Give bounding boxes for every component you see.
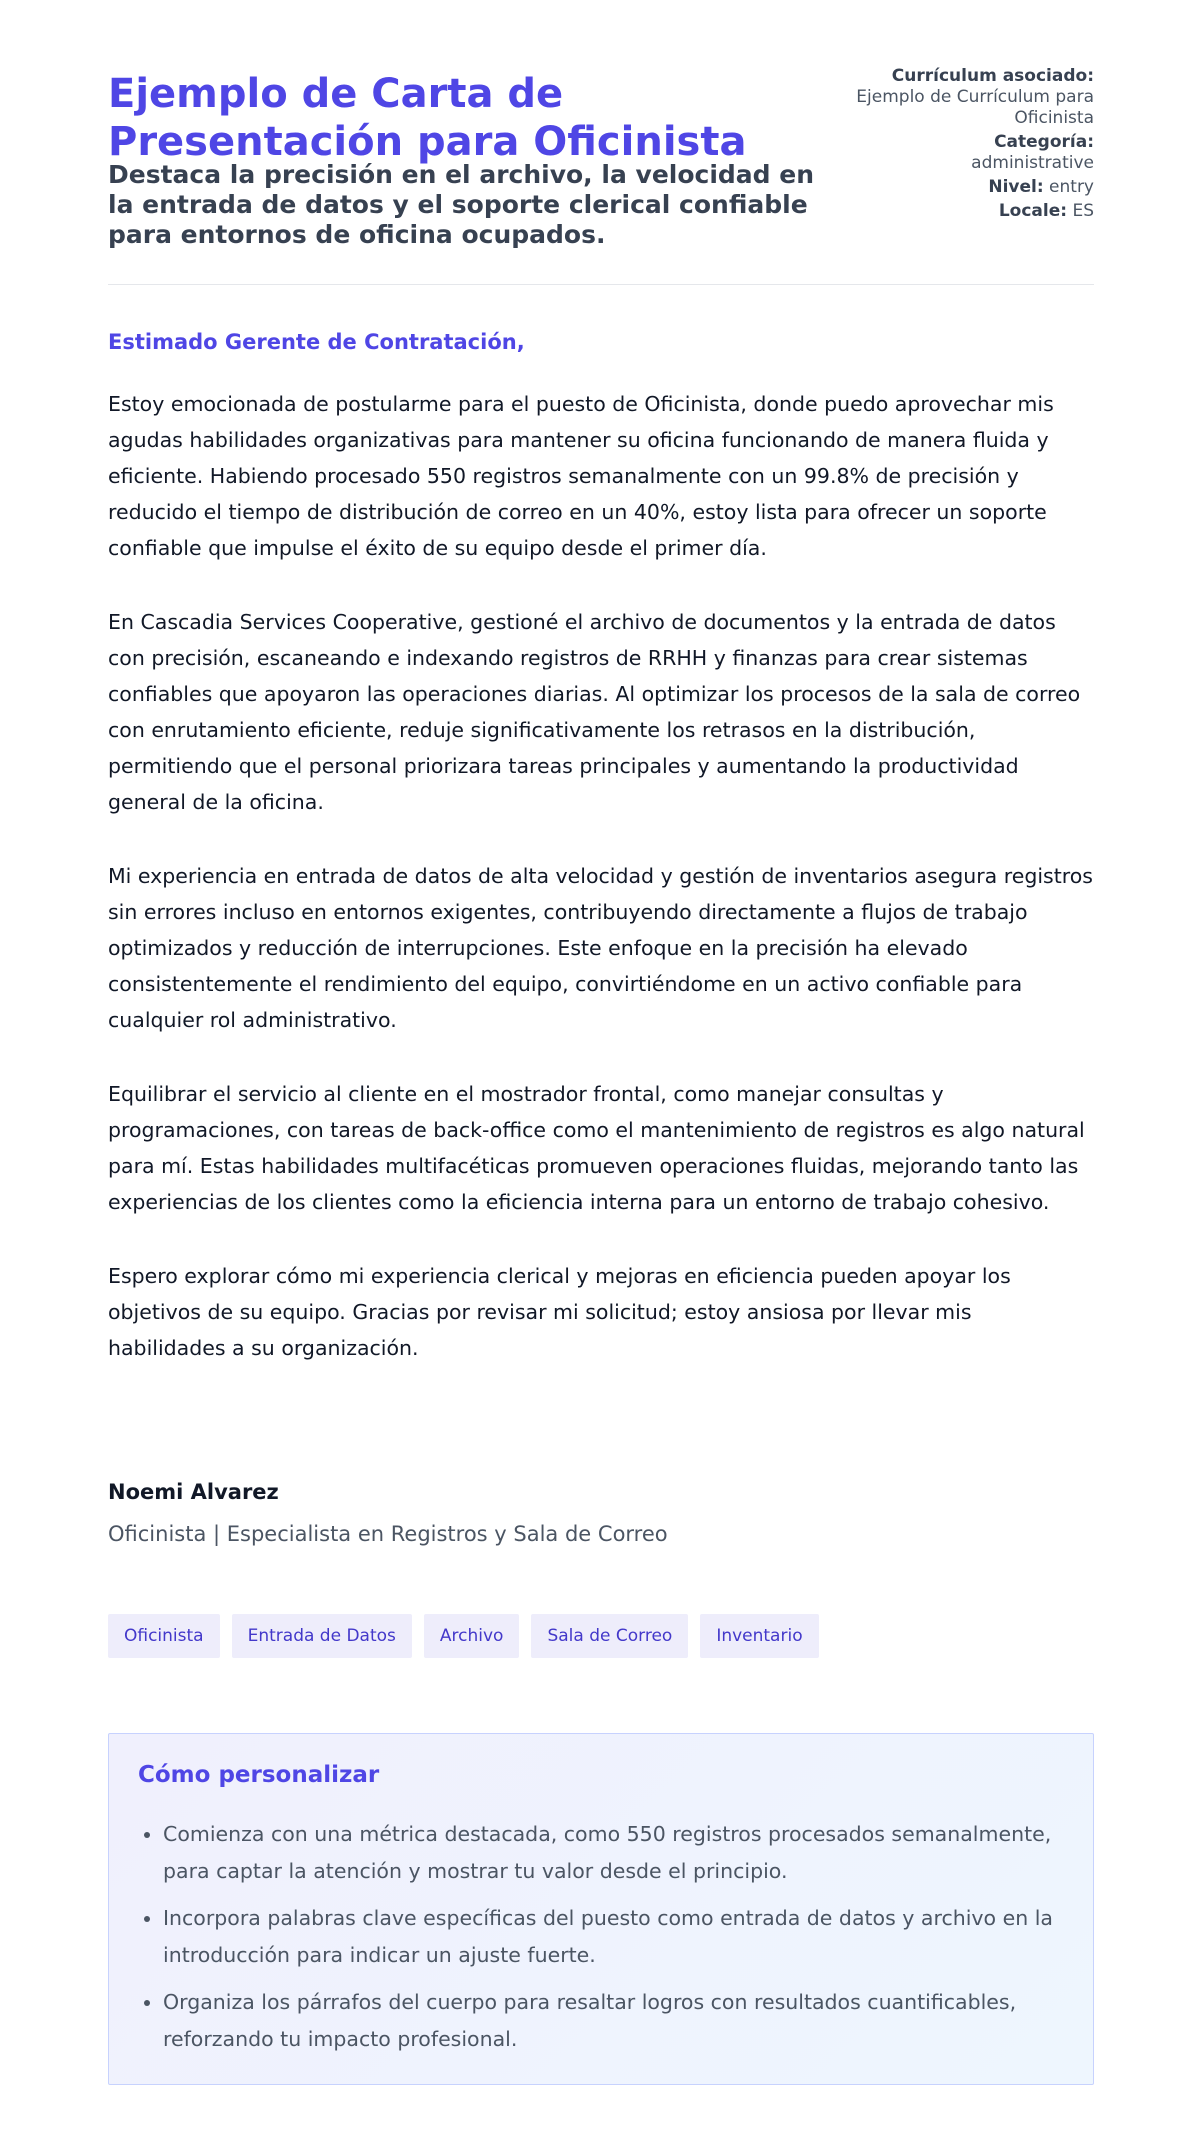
letter-paragraph: Mi experiencia en entrada de datos de alta velocidad y gestión de inventarios asegura registros sin errores incluso en entornos exigentes, contribuyendo directamente a flujos de trabajo optimizados y reducción de interrupciones. Este enfoque en la precisión ha elevado consistentemente el rendimiento del equipo, convirtiéndome en un activo confiable para cualquier rol administrativo.	[108, 864, 1093, 1032]
tips-item: • Incorpora palabras clave específicas del puesto como entrada de datos y archivo en la introducción para indicar un ajuste fuerte.	[163, 1900, 1083, 1974]
page-subtitle: Destaca la precisión en el archivo, la velocidad en la entrada de datos y el soporte clerical confiable para entornos de oficina ocupados.	[108, 160, 815, 249]
tips-item: • Organiza los párrafos del cuerpo para resaltar logros con resultados cuantificables, reforzando tu impacto profesional.	[163, 1984, 1083, 2058]
meta-category-value: administrative	[971, 153, 1094, 173]
meta-panel	[834, 66, 1094, 225]
meta-locale-label: Locale:	[998, 201, 1068, 221]
meta-resume-link[interactable]: Ejemplo de Currículum para Oficinista	[856, 87, 1094, 128]
letter-salutation: Estimado Gerente de Contratación,	[108, 330, 525, 354]
tag-entrada-de-datos[interactable]: Entrada de Datos	[232, 1614, 412, 1658]
letter-paragraph: En Cascadia Services Cooperative, gestioné el archivo de documentos y la entrada de datos con precisión, escaneando e indexando registros de RRHH y finanzas para crear sistemas confiables que apoyaron las operaciones diarias. Al optimizar los procesos de la sala de correo con enrutamiento eficiente, reduje significativamente los retrasos en la distribución, permitiendo que el personal priorizara tareas principales y aumentando la productividad general de la oficina.	[108, 610, 1081, 814]
signature-name: Noemi Alvarez	[108, 1480, 279, 1504]
meta-locale-value: ES	[1072, 201, 1094, 221]
tag-list	[108, 1614, 819, 1658]
tag-sala-de-correo[interactable]: Sala de Correo	[531, 1614, 688, 1658]
tag-archivo[interactable]: Archivo	[424, 1614, 520, 1658]
letter-paragraph: Equilibrar el servicio al cliente en el mostrador frontal, como manejar consultas y programaciones, con tareas de back-office como el mantenimiento de registros es algo natural para mí. Estas habilidades multifacéticas promueven operaciones fluidas, mejorando tanto las experiencias de los clientes como la eficiencia interna para un entorno de trabajo cohesivo.	[108, 1082, 1085, 1214]
meta-locale	[834, 201, 1094, 222]
meta-category-label: Categoría:	[994, 132, 1094, 152]
meta-level-value: entry	[1049, 177, 1094, 197]
tips-item: • Comienza con una métrica destacada, como 550 registros procesados semanalmente, para captar la atención y mostrar tu valor desde el principio.	[163, 1816, 1083, 1890]
page-title: Ejemplo de Carta de Presentación para Oficinista	[108, 71, 747, 165]
signature-role: Oficinista | Especialista en Registros y Sala de Correo	[108, 1522, 668, 1546]
letter-paragraph: Estoy emocionada de postularme para el puesto de Oficinista, donde puedo aprovechar mis agudas habilidades organizativas para mantener su oficina funcionando de manera fluida y eficiente. Habiendo procesado 550 registros semanalmente con un 99.8% de precisión y reducido el tiempo de distribución de correo en un 40%, estoy lista para ofrecer un soporte confiable que impulse el éxito de su equipo desde el primer día.	[108, 392, 1054, 560]
meta-level	[834, 177, 1094, 198]
tag-oficinista[interactable]: Oficinista	[108, 1614, 220, 1658]
tag-inventario[interactable]: Inventario	[700, 1614, 818, 1658]
letter-paragraph: Espero explorar cómo mi experiencia clerical y mejoras en eficiencia pueden apoyar los objetivos de su equipo. Gracias por revisar mi solicitud; estoy ansiosa por llevar mis habilidades a su organización.	[108, 1264, 1011, 1360]
meta-category	[834, 132, 1094, 174]
customization-tips	[108, 1733, 1094, 2085]
meta-resume-label: Currículum asociado:	[891, 66, 1094, 86]
tips-title: Cómo personalizar	[138, 1762, 380, 1788]
meta-level-label: Nivel:	[988, 177, 1044, 197]
letter-body	[108, 386, 1094, 1404]
meta-resume	[834, 66, 1094, 129]
page-header	[108, 64, 1094, 285]
tips-list	[138, 1816, 1083, 2068]
